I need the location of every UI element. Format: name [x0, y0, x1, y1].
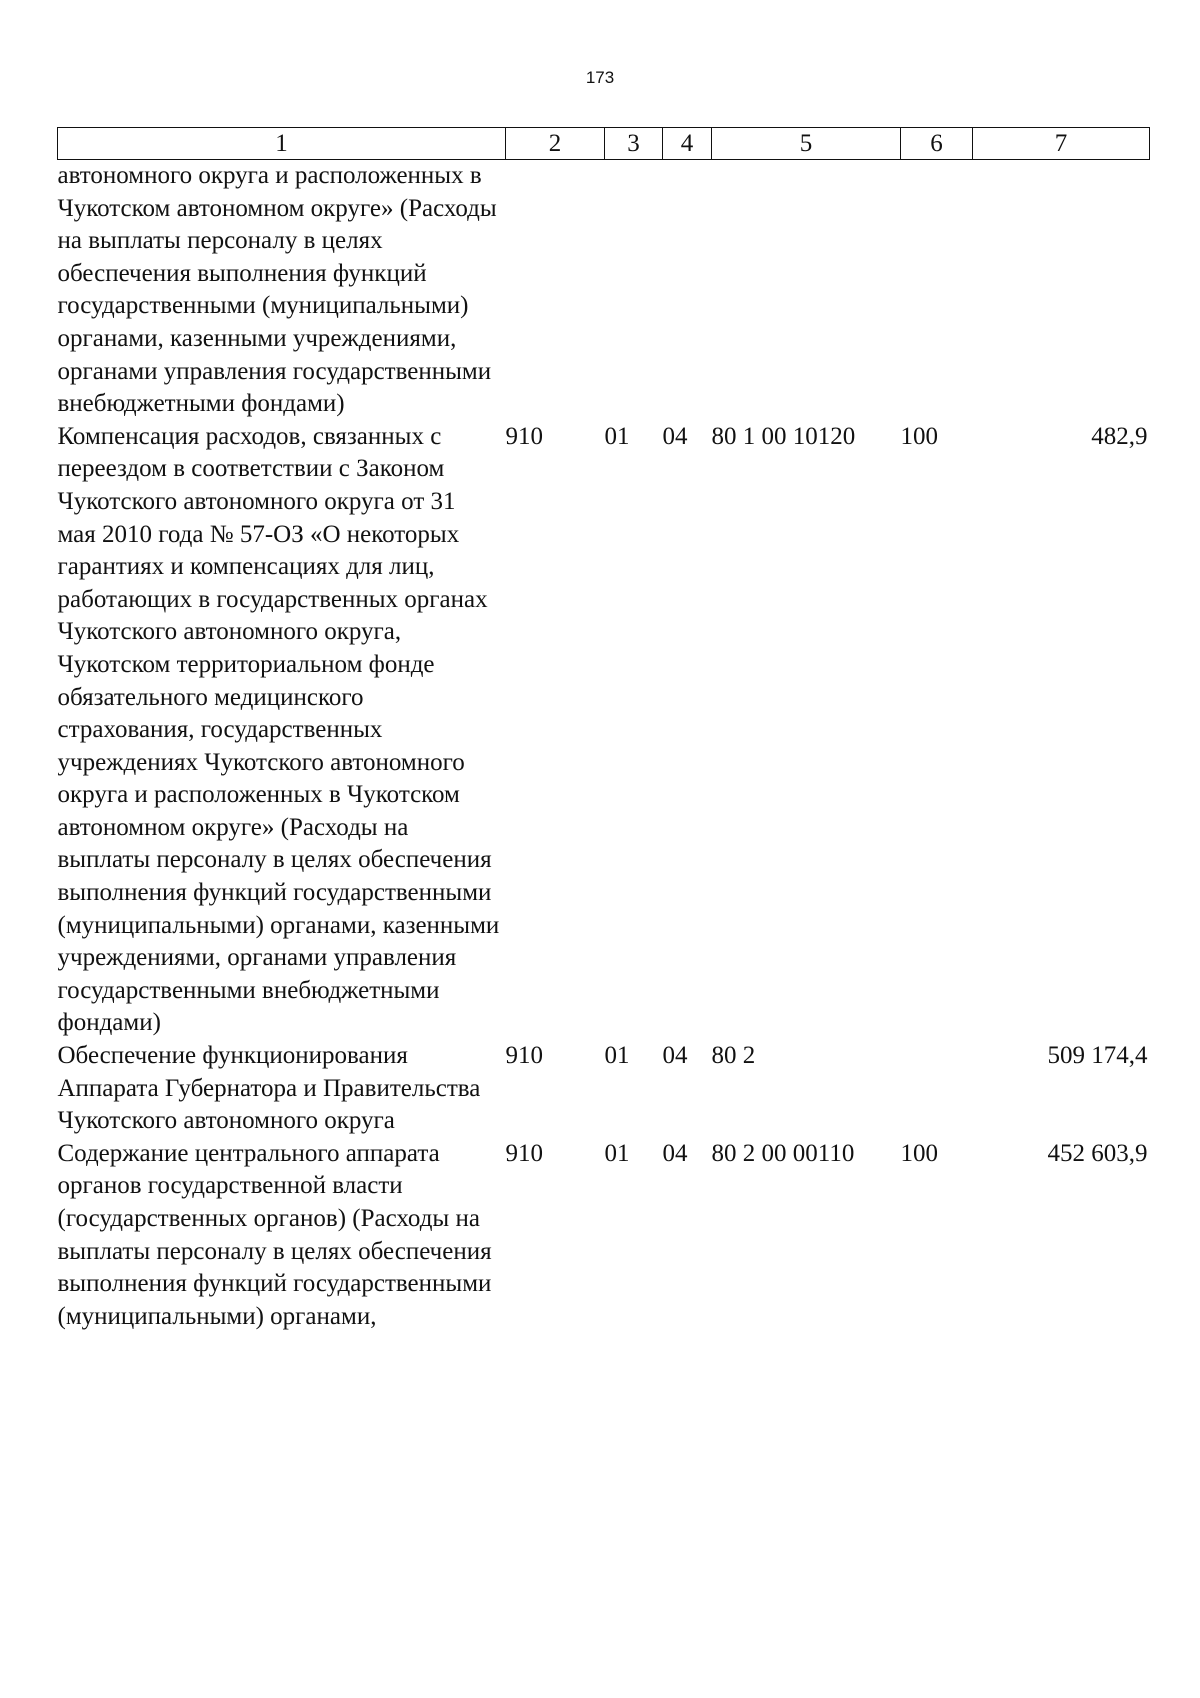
header-col-5: 5 [712, 128, 901, 160]
header-col-6: 6 [901, 128, 973, 160]
row-csr [712, 160, 901, 421]
page-number: 173 [585, 68, 615, 87]
row-pr: 04 [662, 422, 688, 450]
header-col-2: 2 [506, 128, 605, 160]
row-rz: 01 [604, 1139, 630, 1167]
table-row [58, 1138, 1150, 1334]
row-name: Компенсация расходов, связанных с переездом в соответствии с Законом Чукотского автономного округа от 31 мая 2010 года № 57-ОЗ «О некоторых гарантиях и компенсациях для лиц, работающих в государственных органах Чукотского автономного округа, Чукотском территориальном фонде обязательного медицинского страхования, государственных учреждениях Чукотского автономного округа и расположенных в Чукотском автономном округе» (Расходы на выплаты персоналу в целях обеспечения выполнения функций государственными (муниципальными) органами, казенными учреждениями, органами управления государственными внебюджетными фондами) [57, 422, 500, 1037]
row-name: Содержание центрального аппарата органов государственной власти (государственных органов) (Расходы на выплаты персоналу в целях обеспечения выполнения функций государственными (муниципальными) органами, [57, 1139, 492, 1330]
table-row [58, 160, 1150, 421]
row-grbs: 910 [505, 1042, 543, 1070]
table-row [58, 421, 1150, 1040]
row-amount: 482,9 [1091, 422, 1148, 450]
row-pr [663, 160, 712, 421]
row-csr: 80 2 00 00110 [711, 1139, 855, 1167]
row-grbs: 910 [505, 422, 543, 450]
row-vr [901, 1040, 973, 1138]
row-rz [605, 160, 663, 421]
row-pr: 04 [662, 1042, 688, 1070]
row-amount [973, 160, 1150, 421]
row-name: автономного округа и расположенных в Чукотском автономном округе» (Расходы на выплаты персоналу в целях обеспечения выполнения функций государственными (муниципальными) органами, казенными учреждениями, органами управления государственными внебюджетными фондами) [57, 162, 497, 418]
table-body [58, 160, 1150, 1334]
row-amount: 509 174,4 [1047, 1042, 1148, 1070]
row-grbs [506, 160, 605, 421]
row-csr: 80 1 00 10120 [711, 422, 856, 450]
row-name: Обеспечение функционирования Аппарата Губернатора и Правительства Чукотского автономного округа [57, 1042, 481, 1135]
header-col-4: 4 [663, 128, 712, 160]
row-rz: 01 [604, 422, 630, 450]
row-csr: 80 2 [711, 1042, 756, 1070]
row-vr: 100 [900, 1139, 938, 1167]
row-rz: 01 [604, 1042, 630, 1070]
row-amount: 452 603,9 [1047, 1139, 1148, 1167]
row-pr: 04 [662, 1139, 688, 1167]
header-col-7: 7 [973, 128, 1150, 160]
table-row [58, 1040, 1150, 1138]
row-vr: 100 [900, 422, 938, 450]
row-grbs: 910 [505, 1139, 543, 1167]
header-col-3: 3 [605, 128, 663, 160]
table-header [58, 128, 1150, 160]
header-row [58, 128, 1150, 160]
budget-table [57, 127, 1150, 1333]
row-vr [901, 160, 973, 421]
header-col-1: 1 [58, 128, 506, 160]
